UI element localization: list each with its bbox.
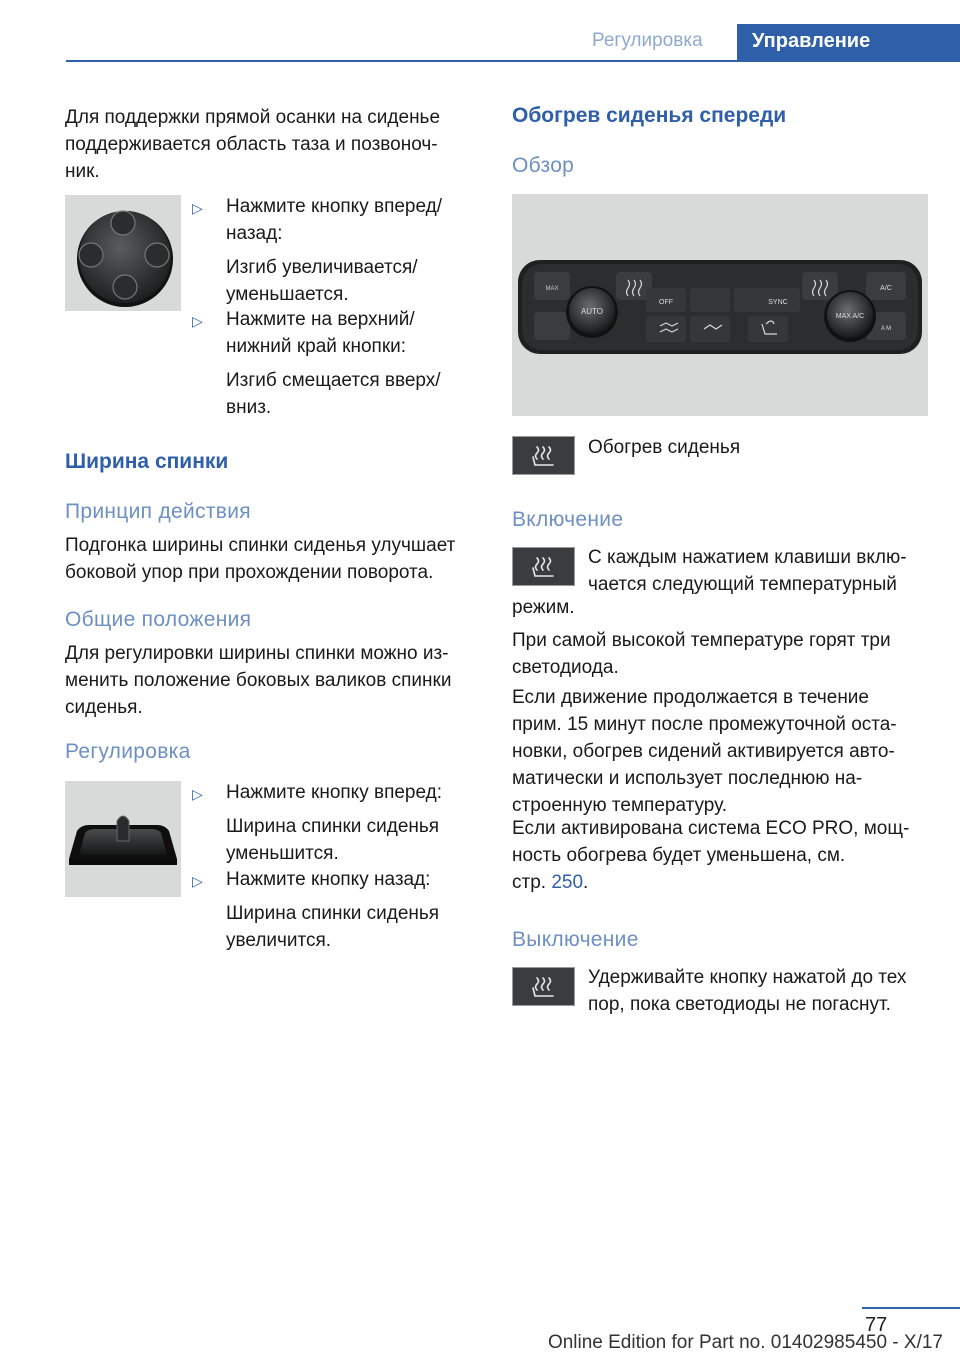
switch-off-text: Удерживайте кнопку нажатой до тех пор, пока светодиоды не погаснут. <box>588 967 907 1015</box>
edition-footer: Online Edition for Part no. 01402985450 - X/17 <box>547 1332 943 1353</box>
panel-am-label: A M <box>880 326 892 332</box>
seat-heating-caption: Обогрев сиденья <box>588 437 741 458</box>
bullet-triangle-icon: ▷ <box>192 313 203 329</box>
seat-heating-icon <box>512 436 575 475</box>
bullet-triangle-icon: ▷ <box>192 873 203 889</box>
header-divider <box>66 60 960 62</box>
lumbar-bullet-2: ▷ Нажмите на верхний/ нижний край кнопки: Изгиб смещается вверх/ вниз. <box>192 309 441 418</box>
panel-sync-label: SYNC <box>768 299 788 306</box>
bullet-triangle-icon: ▷ <box>192 786 203 802</box>
switch-on-p2: При самой высокой температуре горят три светодиода. <box>512 630 891 678</box>
seat-heating-heading: Обогрев сиденья спереди <box>512 104 787 127</box>
footer-divider <box>862 1307 960 1309</box>
adjust-heading: Регулировка <box>65 740 191 763</box>
lumbar-button-image <box>65 195 181 311</box>
switch-on-p4: Если активирована система ECO PRO, мощ- ность обогрева будет уменьшена, см. стр. 250. <box>512 818 910 893</box>
panel-auto-label: AUTO <box>580 307 604 316</box>
panel-off-label: OFF <box>659 299 673 306</box>
switch-on-heading: Включение <box>512 508 624 531</box>
page-reference-link[interactable]: 250 <box>551 872 584 893</box>
principle-heading: Принцип действия <box>65 500 251 523</box>
overview-heading: Обзор <box>512 154 575 177</box>
principle-text: Подгонка ширины спинки сиденья улучшает боковой упор при прохождении поворота. <box>65 535 456 583</box>
width-bullet-2: ▷ Нажмите кнопку назад: Ширина спинки сиденья увеличится. <box>192 869 440 951</box>
bullet-triangle-icon: ▷ <box>192 200 203 216</box>
lumbar-bullet-1: ▷ Нажмите кнопку вперед/ назад: Изгиб увеличивается/ уменьшается. <box>192 196 443 305</box>
switch-on-p3: Если движение продолжается в течение прим. 15 минут после промежуточной оста- новки, обогрев сидений активируется авто- матически и использует последнюю на- строенную температуру. <box>512 687 897 816</box>
lumbar-intro: Для поддержки прямой осанки на сиденье поддерживается область таза и позвоноч- ник. <box>65 107 441 182</box>
switch-on-text: С каждым нажатием клавиши вклю- чается следующий температурный <box>588 547 907 595</box>
panel-max-ac-label: MAX A/C <box>835 313 865 320</box>
width-heading: Ширина спинки <box>65 450 229 473</box>
header-section-tab[interactable]: Регулировка <box>592 30 703 51</box>
page-number: 77 <box>865 1314 888 1336</box>
general-heading: Общие положения <box>65 608 252 631</box>
width-bullet-1: ▷ Нажмите кнопку вперед: Ширина спинки сиденья уменьшится. <box>192 782 443 864</box>
switch-on-text-cont: режим. <box>512 597 575 618</box>
switch-off-heading: Выключение <box>512 928 639 951</box>
seat-heating-icon <box>512 967 575 1006</box>
panel-maxi-label: MAX <box>545 286 559 292</box>
backrest-width-button-image <box>65 781 181 897</box>
seat-heating-icon <box>512 547 575 586</box>
header-chapter-tab[interactable]: Управление <box>737 24 960 62</box>
panel-ac-label: A/C <box>880 285 892 292</box>
general-text: Для регулировки ширины спинки можно из- менить положение боковых валиков спинки сиденья. <box>65 643 452 718</box>
climate-control-panel-image <box>512 194 928 416</box>
